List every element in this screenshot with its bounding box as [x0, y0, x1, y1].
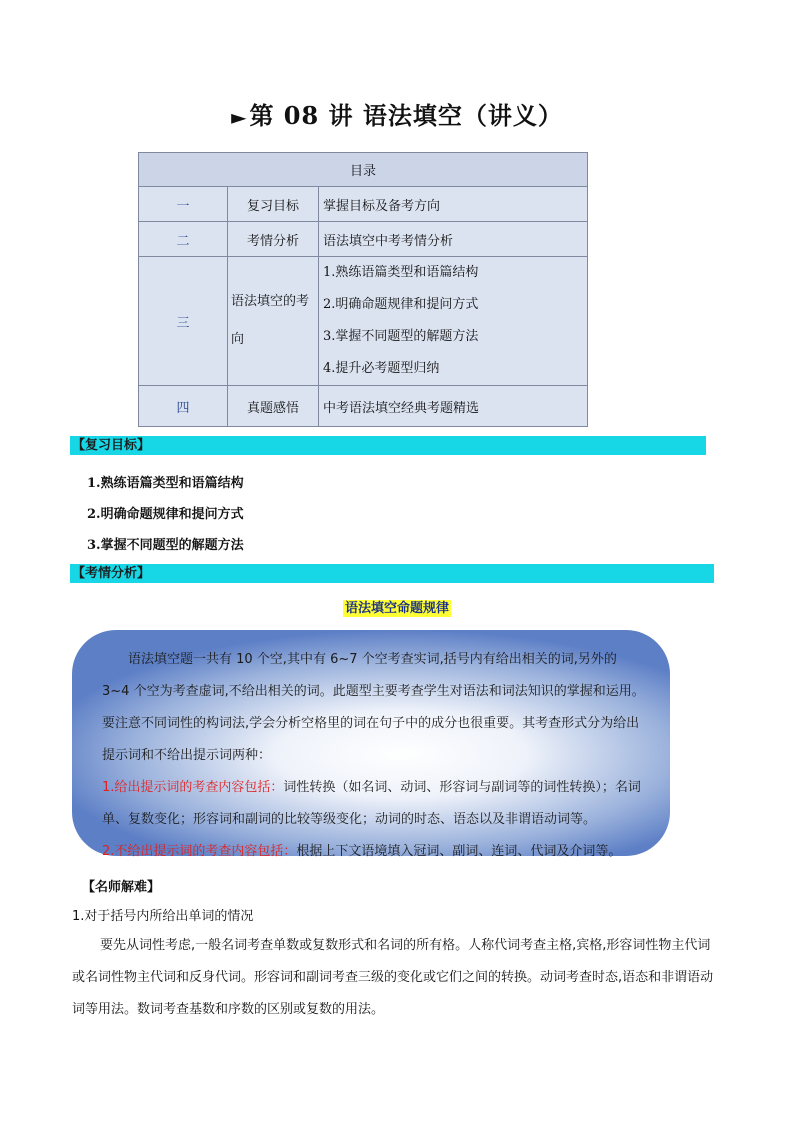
table-row [139, 386, 588, 427]
point-2-label: 2.不给出提示词的考查内容包括： [102, 844, 297, 859]
toc-topic: 真题感悟 [228, 386, 319, 427]
review-goals-banner: 【复习目标】 [70, 436, 706, 455]
tips-subheading: 1.对于括号内所给出单词的情况 [72, 909, 254, 924]
toc-item: 中考语法填空经典考题精选 [319, 386, 588, 427]
toc-item-list [319, 257, 588, 386]
toc-item: 掌握目标及备考方向 [319, 187, 588, 222]
goal-item: 1.熟练语篇类型和语篇结构 [87, 476, 244, 491]
teacher-tips-heading: 【名师解难】 [82, 880, 161, 895]
toc-num: 四 [139, 386, 228, 427]
toc-item: 1.熟练语篇类型和语篇结构 [323, 265, 479, 280]
table-row [139, 187, 588, 222]
exam-analysis-banner: 【考情分析】 [70, 564, 714, 583]
tips-paragraph: 要先从词性考虑,一般名词考查单数或复数形式和名词的所有格。人称代词考查主格,宾格,形容词性物主代词或名词性物主代词和反身代词。形容词和副词考查三级的变化或它们之间的转换。动词考查时态,语态和非谓语动词等用法。数词考查基数和序数的区别或复数的用法。 [72, 938, 714, 1017]
page-title [0, 96, 794, 131]
table-row [139, 257, 588, 386]
analysis-point-1 [102, 772, 646, 836]
goal-item: 2.明确命题规律和提问方式 [87, 507, 244, 522]
toc-item: 3.掌握不同题型的解题方法 [323, 329, 479, 344]
point-1-text: 词性转换（如名词、动词、形容词与副词等的词性转换）；名词单、复数变化；形容词和副词的比较等级变化；动词的时态、语态以及非谓语动词等。 [102, 780, 641, 827]
goal-item: 3.掌握不同题型的解题方法 [87, 538, 244, 553]
point-2-text: 根据上下文语境填入冠词、副词、连词、代词及介词等。 [296, 844, 622, 859]
analysis-callout-box [72, 630, 670, 859]
toc-item: 4.提升必考题型归纳 [323, 361, 440, 376]
triangle-marker-icon: ► [231, 105, 248, 129]
table-of-contents [138, 152, 588, 427]
analysis-point-2 [102, 836, 646, 868]
toc-header: 目录 [139, 153, 588, 187]
title-text: 第 08 讲 语法填空（讲义） [249, 101, 563, 130]
toc-topic: 考情分析 [228, 222, 319, 257]
table-row [139, 222, 588, 257]
analysis-subtitle [0, 597, 794, 616]
toc-num: 二 [139, 222, 228, 257]
toc-num: 三 [139, 257, 228, 386]
toc-topic: 复习目标 [228, 187, 319, 222]
analysis-intro: 语法填空题一共有 10 个空,其中有 6~7 个空考查实词,括号内有给出相关的词,另外的 3~4 个空为考查虚词,不给出相关的词。此题型主要考查学生对语法和词法知识的掌握和运用。要注意不同词性的构词法,学会分析空格里的词在句子中的成分也很重要。其考查形式分为给出提示词和不给出提示词两种： [102, 652, 645, 763]
toc-num: 一 [139, 187, 228, 222]
toc-item: 2.明确命题规律和提问方式 [323, 297, 479, 312]
toc-item: 语法填空中考考情分析 [319, 222, 588, 257]
highlighted-subtitle: 语法填空命题规律 [344, 601, 449, 616]
toc-topic: 语法填空的考向 [228, 257, 319, 386]
point-1-label: 1.给出提示词的考查内容包括： [102, 780, 284, 795]
